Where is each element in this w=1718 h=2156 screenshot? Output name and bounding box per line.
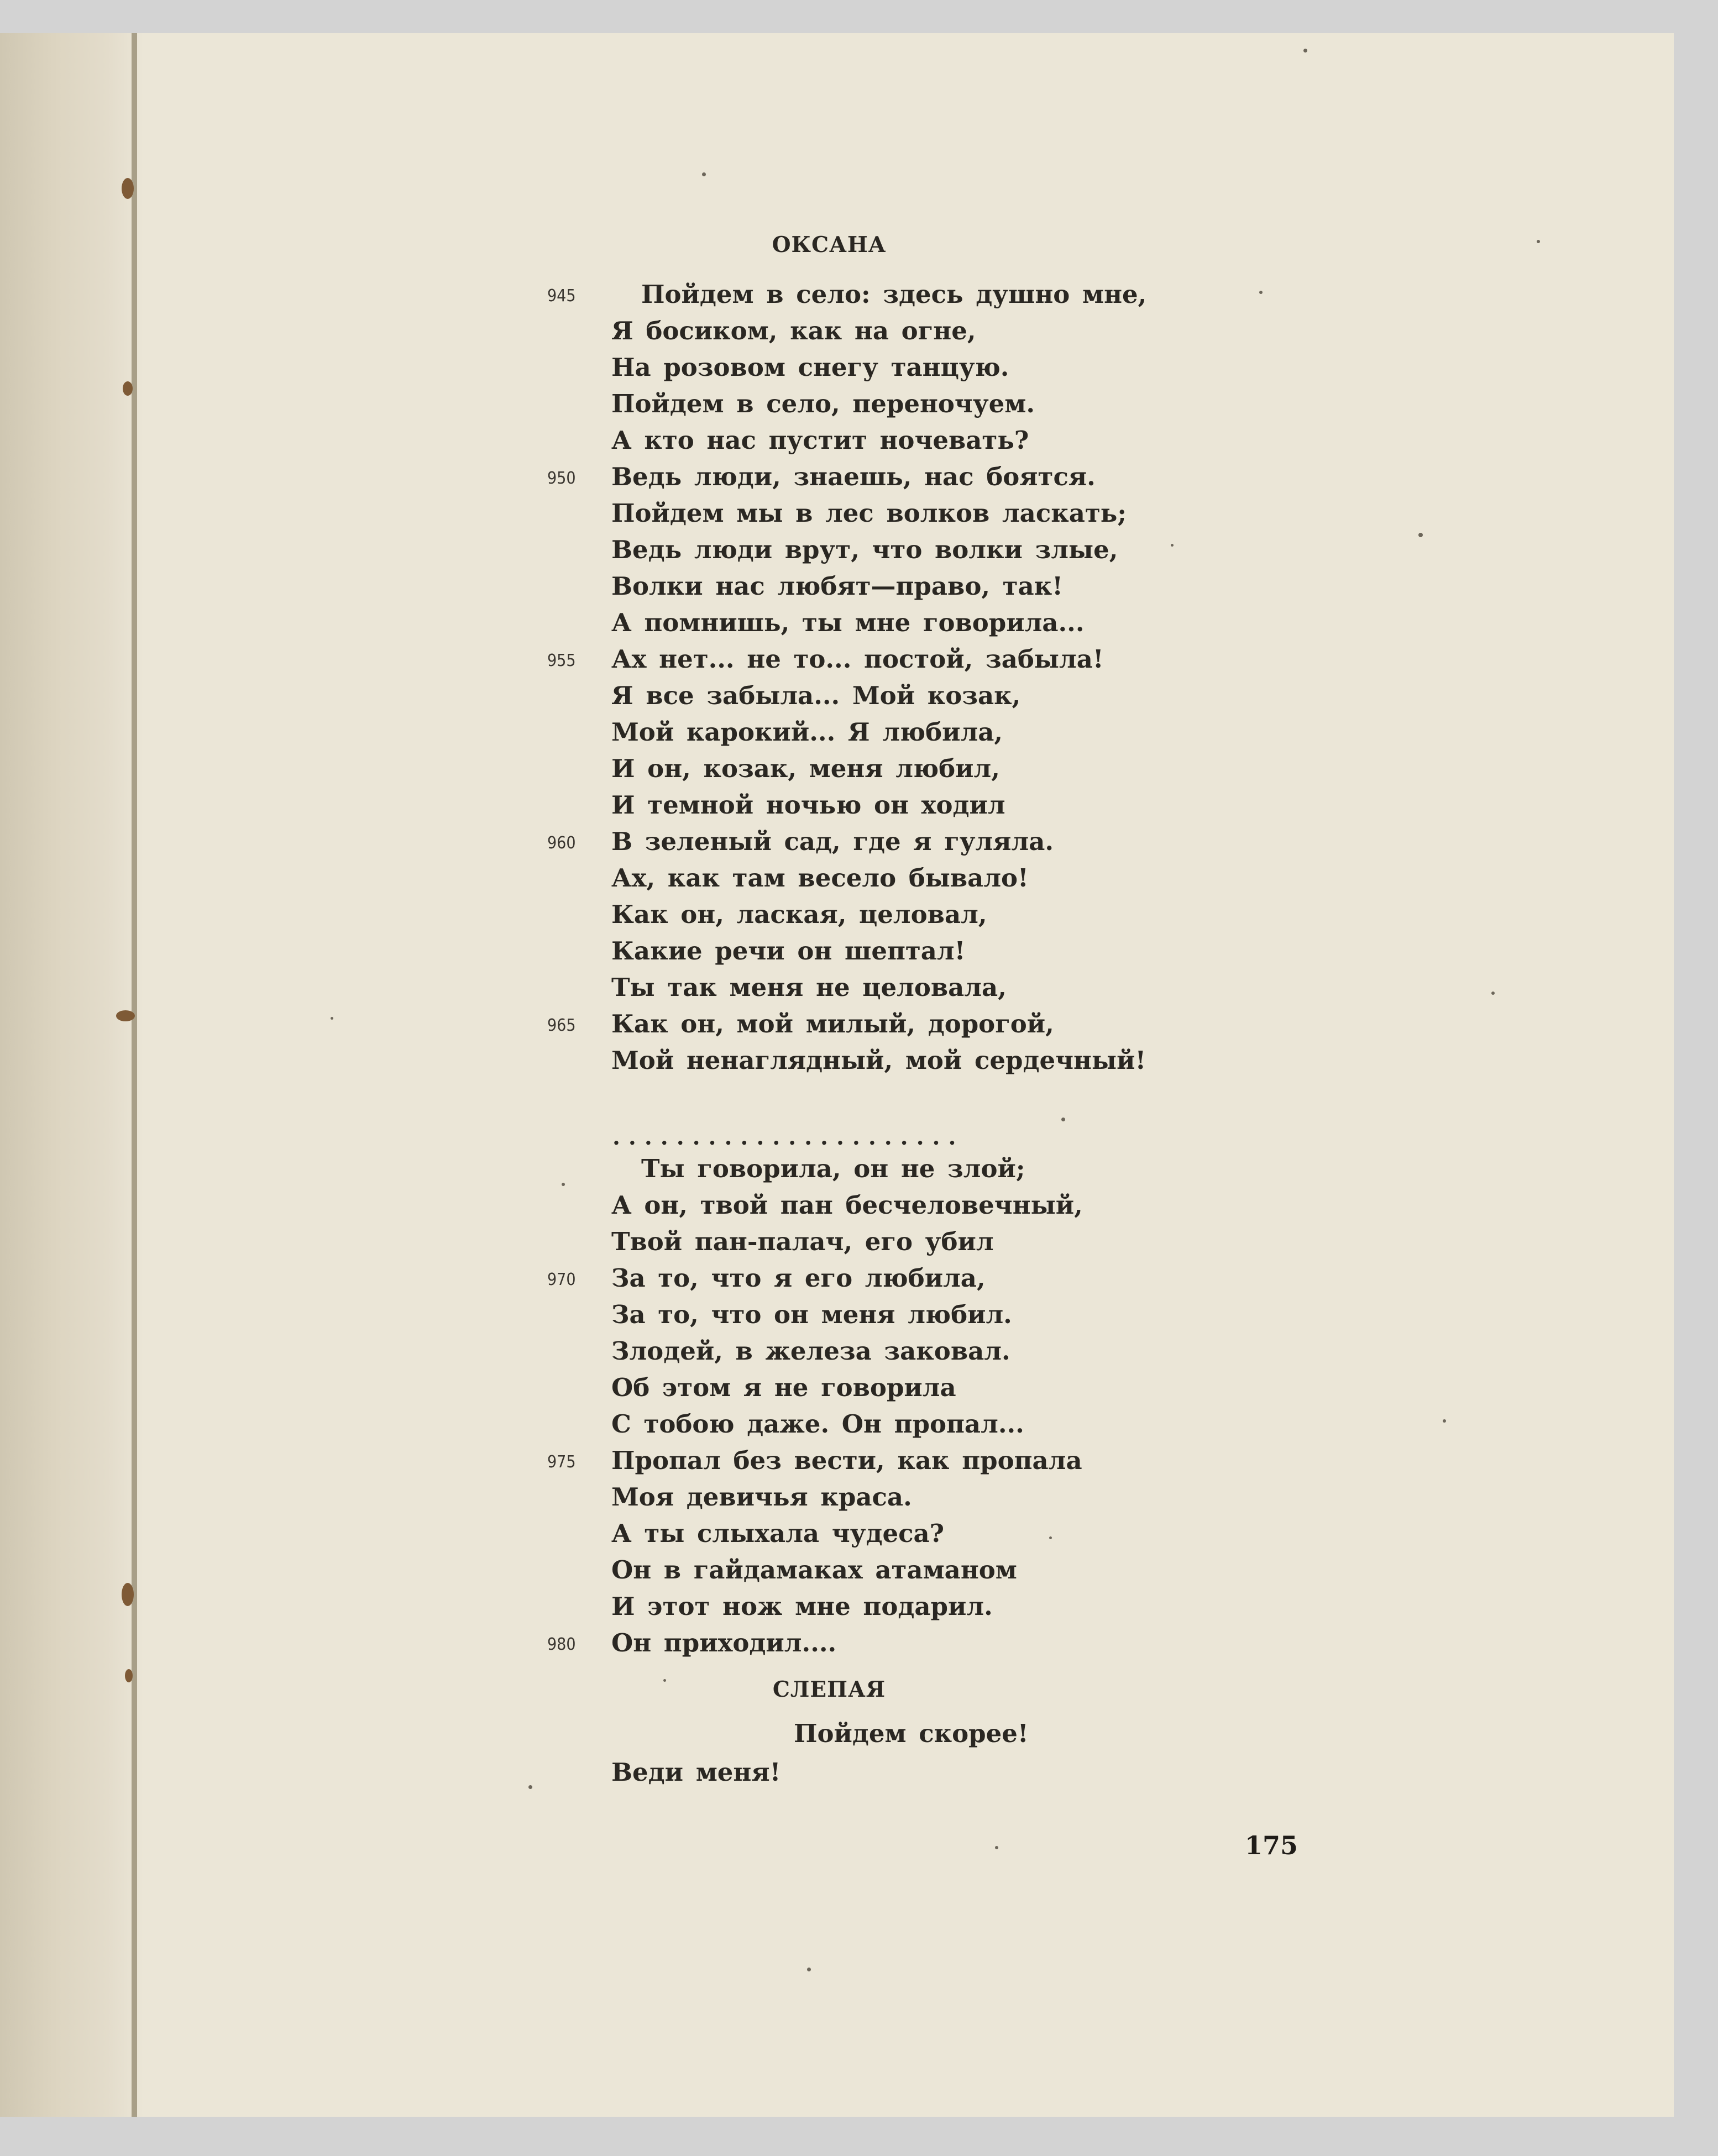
verse-line: Ты так меня не целовала, (611, 973, 1007, 1002)
binding-stain (125, 1669, 133, 1682)
verse-line: Волки нас любят—право, так! (611, 571, 1063, 601)
verse-line: И темной ночью он ходил (611, 790, 1005, 820)
line-number: 965 (547, 1016, 576, 1035)
binding-stain (123, 381, 133, 396)
verse-line: Пойдем скорее! (794, 1719, 1029, 1748)
paper-speck (807, 1968, 811, 1971)
paper-speck (331, 1017, 333, 1020)
verse-line: Какие речи он шептал! (611, 936, 966, 966)
verse-line: Злодей, в железа заковал. (611, 1336, 1010, 1366)
book-page (0, 33, 1674, 2117)
verse-line: Ах, как там весело бывало! (611, 863, 1029, 893)
verse-line: В зеленый сад, где я гуляла. (611, 827, 1054, 856)
verse-line: Мой карокий... Я любила, (611, 717, 1003, 747)
verse-line: Ты говорила, он не злой; (641, 1154, 1025, 1183)
verse-line: Ах нет... не то... постой, забыла! (611, 644, 1104, 674)
paper-speck (562, 1183, 565, 1186)
verse-line: Об этом я не говорила (611, 1373, 956, 1402)
verse-line: Пойдем в село: здесь душно мне, (641, 280, 1147, 309)
line-number: 975 (547, 1452, 576, 1472)
verse-line: Он в гайдамаках атаманом (611, 1555, 1017, 1585)
paper-speck (528, 1785, 532, 1789)
paper-speck (1259, 291, 1263, 294)
verse-line: Веди меня! (611, 1758, 781, 1787)
binding-stain (122, 178, 134, 199)
verse-line: Моя девичья краса. (611, 1482, 912, 1512)
paper-speck (1418, 533, 1423, 537)
paper-speck (1537, 240, 1540, 243)
verse-line: А ты слыхала чудеса? (611, 1519, 945, 1548)
line-number: 950 (547, 469, 576, 488)
paper-speck (702, 172, 706, 176)
verse-line: Пойдем мы в лес волков ласкать; (611, 499, 1127, 528)
verse-line: А помнишь, ты мне говорила... (611, 608, 1085, 637)
line-number: 955 (547, 651, 576, 670)
binding-stain (116, 1010, 135, 1021)
paper-speck (995, 1846, 998, 1849)
paper-speck (1443, 1419, 1446, 1423)
verse-line: За то, что я его любила, (611, 1263, 986, 1293)
verse-line: А он, твой пан бесчеловечный, (611, 1190, 1083, 1220)
dotted-separator: ...................... (612, 1124, 965, 1150)
verse-line: И он, козак, меня любил, (611, 754, 1000, 783)
page-gutter-shadow (0, 33, 144, 2117)
verse-line: Ведь люди, знаешь, нас боятся. (611, 462, 1096, 491)
speaker-name: СЛЕПАЯ (772, 1677, 886, 1702)
verse-line: Как он, лаская, целовал, (611, 900, 987, 929)
line-number: 960 (547, 833, 576, 853)
verse-line: Как он, мой милый, дорогой, (611, 1009, 1054, 1038)
page-number: 175 (1245, 1830, 1298, 1860)
verse-line: Пропал без вести, как пропала (611, 1446, 1082, 1475)
verse-line: Ведь люди врут, что волки злые, (611, 535, 1118, 564)
verse-line: Твой пан-палач, его убил (611, 1227, 994, 1256)
binding-stain (122, 1583, 134, 1606)
paper-speck (1491, 992, 1495, 995)
verse-line: Пойдем в село, переночуем. (611, 389, 1035, 418)
paper-speck (1171, 544, 1174, 547)
verse-line: Он приходил.... (611, 1628, 837, 1657)
verse-line: И этот нож мне подарил. (611, 1592, 993, 1621)
line-number: 980 (547, 1635, 576, 1654)
speaker-name: ОКСАНА (772, 232, 887, 258)
binding-fold (132, 33, 137, 2117)
line-number: 945 (547, 286, 576, 306)
verse-line: А кто нас пустит ночевать? (611, 426, 1029, 455)
verse-line: На розовом снегу танцую. (611, 353, 1009, 382)
verse-line: Я босиком, как на огне, (611, 316, 976, 345)
verse-line: Я все забыла... Мой козак, (611, 681, 1021, 710)
paper-speck (1303, 49, 1307, 53)
paper-speck (1061, 1118, 1065, 1121)
paper-speck (1049, 1536, 1052, 1539)
line-number: 970 (547, 1270, 576, 1289)
verse-line: С тобою даже. Он пропал... (611, 1409, 1024, 1439)
verse-line: За то, что он меня любил. (611, 1300, 1012, 1329)
verse-line: Мой ненаглядный, мой сердечный! (611, 1046, 1146, 1075)
